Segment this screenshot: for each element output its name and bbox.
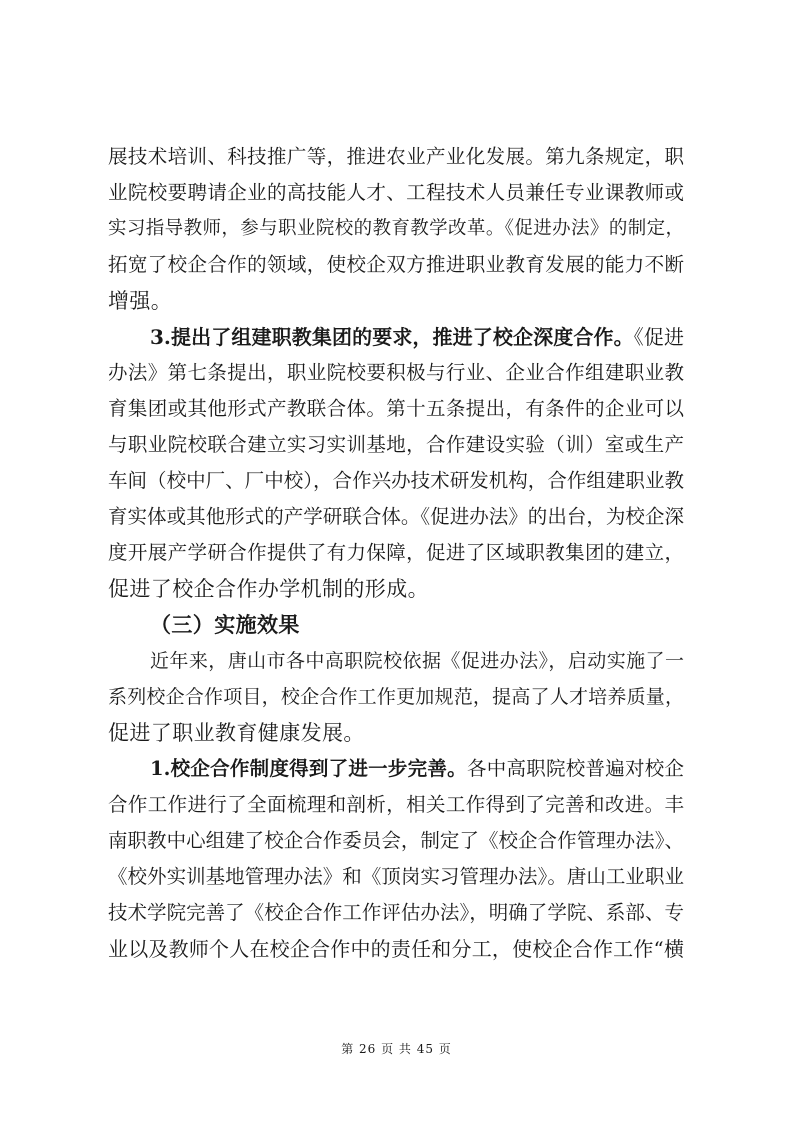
body-text-line: 促进了职业教育健康发展。	[108, 721, 365, 745]
body-text-line: 度开展产学研合作提供了有力保障，促进了区域职教集团的建立，	[108, 541, 684, 564]
body-text-line: 业院校要聘请企业的高技能人才、工程技术人员兼任专业课教师或	[108, 181, 684, 204]
body-text-line: 办法》第七条提出，职业院校要积极与行业、企业合作组建职业教	[108, 361, 684, 384]
body-text-line: 展技术培训、科技推广等，推进农业产业化发展。第九条规定，职	[108, 145, 684, 168]
body-text-line: 系列校企合作项目，校企合作工作更加规范，提高了人才培养质量，	[108, 686, 684, 708]
body-text-line: 促进了校企合作办学机制的形成。	[108, 577, 429, 601]
section-heading: （三）实施效果	[150, 612, 300, 637]
paragraph-heading: 1.校企合作制度得到了进一步完善。	[150, 757, 467, 780]
paragraph-first-line: 近年来，唐山市各中高职院校依据《促进办法》，启动实施了一	[150, 650, 684, 672]
body-text-line: 业以及教师个人在校企合作中的责任和分工，使校企合作工作“横	[108, 937, 684, 961]
body-text-line: 与职业院校联合建立实习实训基地，合作建设实验（训）室或生产	[108, 433, 684, 456]
body-text: 各中高职院校普遍对校企	[466, 757, 684, 780]
body-text-line: 南职教中心组建了校企合作委员会，制定了《校企合作管理办法》、	[108, 829, 684, 852]
body-text: 《促进	[633, 325, 684, 349]
body-text-line: 育集团或其他形式产教联合体。第十五条提出，有条件的企业可以	[108, 397, 684, 420]
paragraph-first-line	[150, 323, 684, 351]
body-text-line: 拓宽了校企合作的领域，使校企双方推进职业教育发展的能力不断	[108, 253, 684, 276]
body-text-line: 技术学院完善了《校企合作工作评估办法》，明确了学院、系部、专	[108, 901, 684, 924]
body-text-line: 实习指导教师，参与职业院校的教育教学改革。《促进办法》的制定，	[108, 218, 684, 239]
paragraph-heading: 3.提出了组建职教集团的要求，推进了校企深度合作。	[150, 325, 634, 349]
body-text-line: 增强。	[108, 289, 173, 313]
body-text-line: 育实体或其他形式的产学研联合体。《促进办法》的出台，为校企深	[108, 505, 684, 528]
page-number: 第 26 页 共 45 页	[341, 1042, 452, 1056]
body-text-line: 《校外实训基地管理办法》和《顶岗实习管理办法》。唐山工业职业	[108, 865, 684, 888]
body-text-line: 合作工作进行了全面梳理和剖析，相关工作得到了完善和改进。丰	[108, 793, 684, 816]
paragraph-first-line	[150, 755, 684, 783]
body-text-line: 车间（校中厂、厂中校），合作兴办技术研发机构，合作组建职业教	[108, 469, 684, 492]
